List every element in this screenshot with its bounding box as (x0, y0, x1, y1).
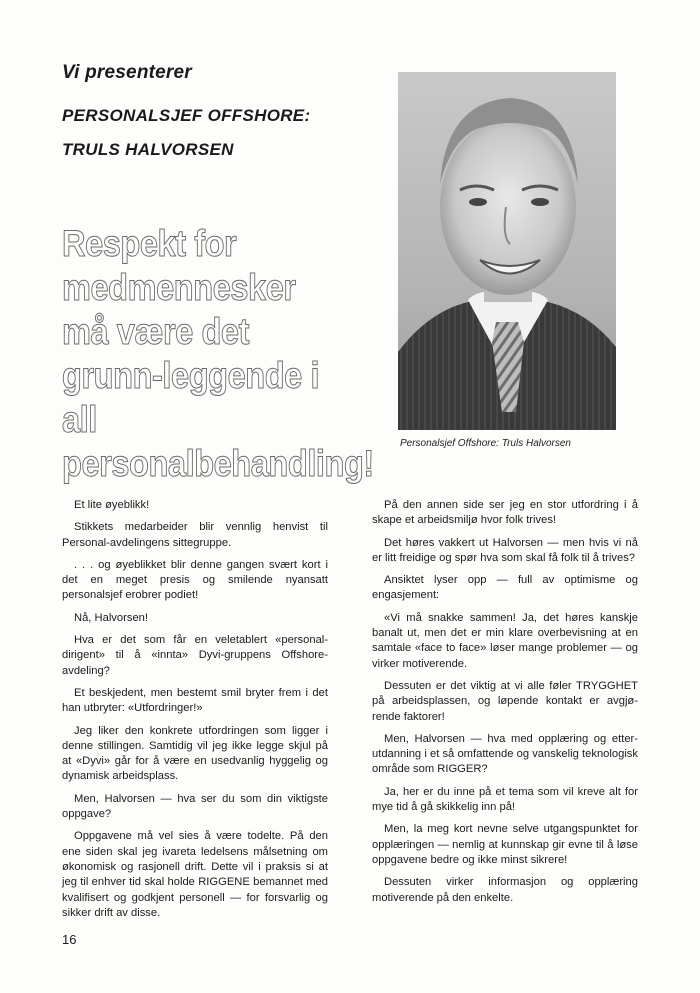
paragraph: Et beskjedent, men bestemt smil bryter frem i det han utbryter: «Utfordringer!» (62, 686, 328, 715)
page-number: 16 (62, 932, 77, 947)
paragraph: Et lite øyeblikk! (74, 499, 150, 511)
paragraph: Men, la meg kort nevne selve utgangspunktet for opplæringen — nemlig at kunnskap gir evne til å løse oppgavene bedre og ikke minst sikrere! (372, 823, 638, 866)
paragraph: Stikkets medarbeider blir vennlig henvist til Personal-avdelingens sittegruppe. (62, 521, 328, 549)
paragraph: Ja, her er du inne på et tema som vil kreve alt for mye tid å gå skikkelig inn på! (372, 785, 638, 814)
body-column-right (372, 498, 638, 913)
paragraph: Dessuten er det viktig at vi alle føler TRYGGHET på arbeidsplassen, og løpende kontakt er avgjø-rende faktorer! (372, 679, 638, 723)
paragraph: «Vi må snakke sammen! Ja, det høres kanskje banalt ut, men det er min klare overbevisning at en samtale «face to face» løser mange problemer — og virker motiverende. (372, 611, 638, 670)
paragraph: På den annen side ser jeg en stor utfordring i å skape et arbeidsmiljø hvor folk trives! (372, 499, 638, 527)
paragraph: Ansiktet lyser opp — full av optimisme og engasjement: (372, 574, 638, 602)
headline-name: TRULS HALVORSEN (62, 140, 234, 159)
paragraph: Men, Halvorsen — hva med opplæring og etter-utdanning i et så omfattende og vanskelig teknologisk område som RIGGER? (372, 732, 638, 776)
photo-caption: Personalsjef Offshore: Truls Halvorsen (400, 438, 571, 449)
paragraph: Men, Halvorsen — hva ser du som din viktigste oppgave? (62, 792, 328, 821)
portrait-illustration (398, 72, 616, 430)
paragraph: Dessuten virker informasjon og opplæring motiverende på den enkelte. (372, 876, 638, 904)
headline-title: PERSONALSJEF OFFSHORE: (62, 106, 311, 125)
paragraph: Nå, Halvorsen! (74, 611, 148, 624)
paragraph: Det høres vakkert ut Halvorsen — men hvis vi nå er litt freidige og spør hva som skal få folk til å trives? (372, 536, 638, 564)
paragraph: . . . og øyeblikket blir denne gangen svært kort i det en meget presis og smilende nyansatt personalsjef erobrer podiet! (62, 558, 328, 602)
section-kicker: Vi presenterer (62, 62, 192, 83)
body-column-left (62, 498, 328, 928)
pull-quote: Respekt for medmennesker må være det grunn-leggende i all personalbehandling! (62, 223, 374, 484)
paragraph: Oppgavene må vel sies å være todelte. På den ene siden skal jeg ivareta ledelsens målsetning om økonomisk og rasjonell drift. Dette vil i praksis si at jeg til enhver tid skal holde RIGGENE bemannet med kvalifisert og godkjent personell — for forsvarlig og sikker drift av disse. (62, 830, 328, 919)
paragraph: Hva er det som får en veletablert «personal-dirigent» til å «innta» Dyvi-gruppens Offshore-avdeling? (62, 634, 328, 677)
portrait-photo (398, 72, 616, 430)
paragraph: Jeg liker den konkrete utfordringen som ligger i denne stillingen. Samtidig vil jeg ikke legge skjul på at «Dyvi» går for å være en usedvanlig hyggelig og dynamisk arbeidsplass. (62, 724, 328, 783)
